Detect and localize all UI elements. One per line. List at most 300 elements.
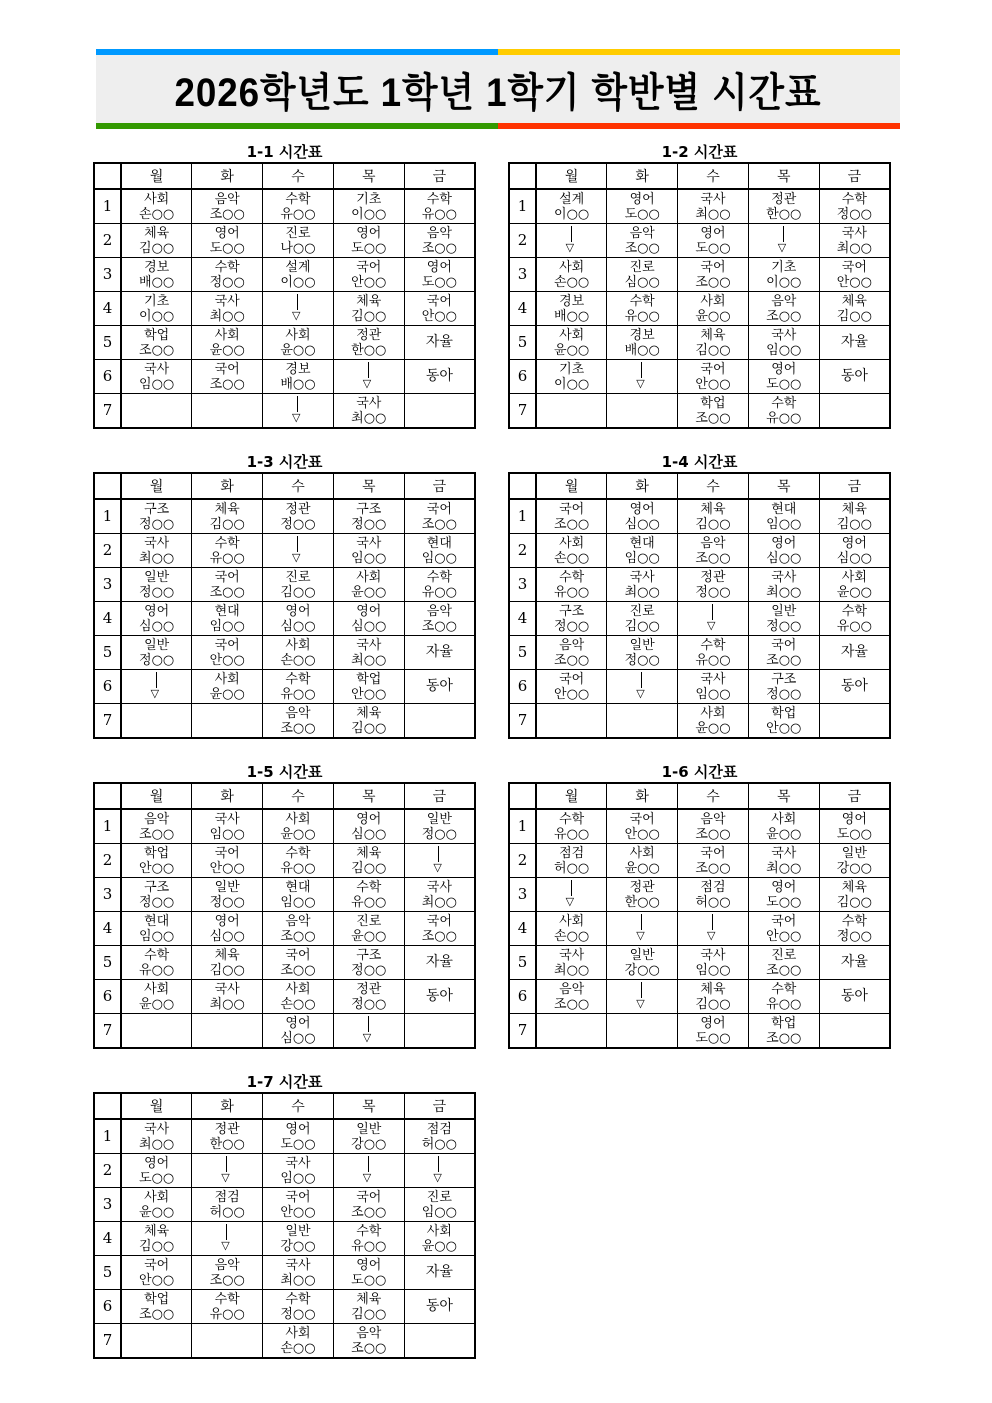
empty-cell	[121, 1014, 192, 1049]
continuation-cell	[404, 1154, 475, 1188]
class-cell	[263, 912, 334, 946]
teacher-name: 정○○	[209, 274, 245, 290]
continuation-cell	[536, 224, 607, 258]
subject-name: 수학	[285, 671, 311, 687]
activity-cell: 동아	[404, 1290, 475, 1324]
subject-name: 정관	[214, 1121, 240, 1137]
class-cell	[192, 1119, 263, 1154]
subject-name: 영어	[144, 603, 170, 619]
teacher-name: 도○○	[695, 240, 731, 256]
class-cell	[819, 258, 890, 292]
subject-name: 정관	[700, 569, 726, 585]
period-row	[94, 326, 475, 360]
subject-name: 구조	[144, 501, 170, 517]
subject-name: 국사	[559, 947, 585, 963]
subject-name: 음악	[426, 603, 452, 619]
period-row	[509, 499, 890, 534]
teacher-name: 조○○	[280, 928, 316, 944]
teacher-name: 이○○	[554, 376, 590, 392]
teacher-name: 조○○	[421, 618, 457, 634]
day-header: 월	[536, 163, 607, 189]
class-cell	[263, 809, 334, 844]
subject-name: 국사	[144, 361, 170, 377]
teacher-name: 임○○	[766, 516, 802, 532]
day-header: 금	[404, 1093, 475, 1119]
period-number: 6	[509, 360, 536, 394]
class-cell	[678, 394, 749, 429]
teacher-name: 정○○	[836, 928, 872, 944]
subject-name: 경보	[559, 293, 585, 309]
teacher-name: 손○○	[139, 206, 175, 222]
subject-name: 국사	[629, 569, 655, 585]
subject-name: 점검	[700, 879, 726, 895]
class-cell	[192, 1256, 263, 1290]
subject-name: 국어	[426, 913, 452, 929]
period-row	[94, 946, 475, 980]
empty-cell	[192, 1014, 263, 1049]
subject-name: 학업	[144, 327, 170, 343]
subject-name: 체육	[700, 327, 726, 343]
day-header: 화	[192, 783, 263, 809]
teacher-name: 임○○	[139, 928, 175, 944]
period-row	[509, 602, 890, 636]
subject-name: 진로	[285, 225, 311, 241]
class-cell	[678, 636, 749, 670]
class-cell	[263, 568, 334, 602]
class-cell	[192, 980, 263, 1014]
subject-name: 국사	[356, 637, 382, 653]
teacher-name: 도○○	[209, 240, 245, 256]
subject-name: 국사	[214, 981, 240, 997]
empty-cell	[192, 394, 263, 429]
teacher-name: 김○○	[209, 962, 245, 978]
subject-name: 수학	[841, 603, 867, 619]
teacher-name: 유○○	[280, 686, 316, 702]
teacher-name: 허○○	[554, 860, 590, 876]
period-number: 3	[509, 568, 536, 602]
class-cell	[678, 946, 749, 980]
day-header: 월	[536, 783, 607, 809]
subject-name: 수학	[356, 879, 382, 895]
empty-cell	[819, 704, 890, 739]
subject-name: 일반	[629, 947, 655, 963]
subject-name: 현대	[629, 535, 655, 551]
subject-name: 사회	[285, 811, 311, 827]
teacher-name: 정○○	[139, 652, 175, 668]
continue-arrow-icon: ▽	[706, 913, 720, 941]
teacher-name: 김○○	[139, 1238, 175, 1254]
subject-name: 영어	[285, 1121, 311, 1137]
subject-name: 국사	[214, 811, 240, 827]
period-number: 2	[509, 224, 536, 258]
teacher-name: 손○○	[554, 928, 590, 944]
subject-name: 국어	[144, 1257, 170, 1273]
period-number: 6	[94, 360, 121, 394]
day-header: 화	[607, 783, 678, 809]
teacher-name: 도○○	[836, 826, 872, 842]
period-number: 2	[509, 844, 536, 878]
subject-name: 설계	[559, 191, 585, 207]
teacher-name: 윤○○	[209, 342, 245, 358]
teacher-name: 최○○	[351, 652, 387, 668]
period-number: 3	[509, 878, 536, 912]
teacher-name: 김○○	[209, 516, 245, 532]
empty-cell	[192, 704, 263, 739]
subject-name: 국사	[356, 395, 382, 411]
subject-name: 수학	[629, 293, 655, 309]
teacher-name: 유○○	[695, 652, 731, 668]
teacher-name: 조○○	[766, 652, 802, 668]
continuation-cell	[263, 534, 334, 568]
class-cell	[263, 1222, 334, 1256]
teacher-name: 정○○	[624, 652, 660, 668]
class-cell	[121, 1154, 192, 1188]
period-row	[509, 568, 890, 602]
continue-arrow-icon: ▽	[706, 603, 720, 631]
class-cell	[404, 534, 475, 568]
subject-name: 음악	[356, 1325, 382, 1341]
class-cell	[404, 1119, 475, 1154]
period-row	[509, 189, 890, 224]
class-cell	[333, 809, 404, 844]
continuation-cell	[404, 844, 475, 878]
teacher-name: 김○○	[695, 516, 731, 532]
continue-arrow-icon: ▽	[362, 1015, 376, 1043]
class-cell	[192, 946, 263, 980]
teacher-name: 임○○	[280, 1170, 316, 1186]
subject-name: 일반	[285, 1223, 311, 1239]
teacher-name: 최○○	[766, 584, 802, 600]
class-cell	[333, 670, 404, 704]
period-row	[94, 189, 475, 224]
period-number: 2	[94, 534, 121, 568]
subject-name: 국사	[285, 1257, 311, 1273]
teacher-name: 조○○	[209, 1272, 245, 1288]
subject-name: 국어	[700, 259, 726, 275]
teacher-name: 윤○○	[836, 584, 872, 600]
subject-name: 사회	[629, 845, 655, 861]
class-cell	[333, 1188, 404, 1222]
subject-name: 사회	[559, 913, 585, 929]
period-number: 1	[94, 499, 121, 534]
period-number: 6	[94, 1290, 121, 1324]
teacher-name: 윤○○	[139, 996, 175, 1012]
subject-name: 설계	[285, 259, 311, 275]
class-cell	[607, 809, 678, 844]
timetable-1-4	[508, 452, 891, 739]
continuation-cell	[607, 912, 678, 946]
subject-name: 체육	[700, 981, 726, 997]
day-header: 금	[404, 783, 475, 809]
title-banner	[96, 49, 900, 129]
subject-name: 체육	[841, 879, 867, 895]
class-cell	[678, 534, 749, 568]
period-row	[94, 224, 475, 258]
teacher-name: 최○○	[139, 550, 175, 566]
subject-name: 사회	[700, 293, 726, 309]
period-row	[509, 912, 890, 946]
class-cell	[263, 1324, 334, 1359]
activity-cell: 자율	[404, 636, 475, 670]
teacher-name: 강○○	[624, 962, 660, 978]
teacher-name: 안○○	[836, 274, 872, 290]
subject-name: 영어	[356, 603, 382, 619]
timetable-title: 1-1 시간표	[246, 143, 323, 161]
continuation-cell	[333, 360, 404, 394]
class-cell	[678, 258, 749, 292]
subject-name: 국어	[426, 501, 452, 517]
subject-name: 국어	[214, 845, 240, 861]
subject-name: 영어	[629, 191, 655, 207]
class-cell	[819, 912, 890, 946]
teacher-name: 도○○	[280, 1136, 316, 1152]
teacher-name: 최○○	[554, 962, 590, 978]
subject-name: 현대	[771, 501, 797, 517]
period-row	[94, 636, 475, 670]
teacher-name: 정○○	[139, 584, 175, 600]
subject-name: 영어	[771, 361, 797, 377]
period-row	[94, 602, 475, 636]
subject-name: 체육	[144, 1223, 170, 1239]
subject-name: 사회	[285, 981, 311, 997]
teacher-name: 임○○	[624, 550, 660, 566]
teacher-name: 한○○	[766, 206, 802, 222]
teacher-name: 조○○	[766, 1030, 802, 1046]
teacher-name: 유○○	[421, 584, 457, 600]
subject-name: 사회	[144, 1189, 170, 1205]
subject-name: 음악	[214, 1257, 240, 1273]
subject-name: 정관	[356, 981, 382, 997]
class-cell	[263, 189, 334, 224]
class-cell	[678, 360, 749, 394]
class-cell	[607, 189, 678, 224]
header-row	[509, 783, 890, 809]
teacher-name: 조○○	[139, 826, 175, 842]
subject-name: 수학	[426, 191, 452, 207]
class-cell	[121, 1119, 192, 1154]
teacher-name: 이○○	[554, 206, 590, 222]
period-row	[509, 704, 890, 739]
class-cell	[192, 224, 263, 258]
continuation-cell	[536, 878, 607, 912]
class-cell	[333, 224, 404, 258]
class-cell	[121, 878, 192, 912]
subject-name: 진로	[285, 569, 311, 585]
subject-name: 음악	[559, 637, 585, 653]
subject-name: 국사	[285, 1155, 311, 1171]
class-cell	[678, 809, 749, 844]
period-row	[94, 1119, 475, 1154]
period-number: 5	[94, 946, 121, 980]
activity-cell: 자율	[404, 326, 475, 360]
subject-name: 국어	[285, 947, 311, 963]
class-cell	[192, 258, 263, 292]
teacher-name: 정○○	[421, 826, 457, 842]
teacher-name: 유○○	[280, 860, 316, 876]
period-number: 7	[509, 704, 536, 739]
period-row	[509, 946, 890, 980]
teacher-name: 심○○	[836, 550, 872, 566]
subject-name: 일반	[356, 1121, 382, 1137]
subject-name: 음악	[426, 225, 452, 241]
class-cell	[333, 1222, 404, 1256]
class-cell	[263, 844, 334, 878]
subject-name: 진로	[629, 259, 655, 275]
continuation-cell	[607, 670, 678, 704]
timetable-1-2	[508, 142, 891, 429]
class-cell	[819, 878, 890, 912]
period-row	[509, 670, 890, 704]
empty-cell	[404, 1324, 475, 1359]
class-cell	[263, 980, 334, 1014]
teacher-name: 최○○	[209, 308, 245, 324]
class-cell	[607, 946, 678, 980]
class-cell	[192, 636, 263, 670]
class-cell	[607, 292, 678, 326]
class-cell	[121, 809, 192, 844]
subject-name: 음악	[629, 225, 655, 241]
subject-name: 국어	[559, 501, 585, 517]
class-cell	[263, 602, 334, 636]
teacher-name: 정○○	[280, 516, 316, 532]
class-cell	[678, 878, 749, 912]
teacher-name: 조○○	[766, 308, 802, 324]
subject-name: 학업	[771, 1015, 797, 1031]
teacher-name: 김○○	[351, 860, 387, 876]
continuation-cell	[748, 224, 819, 258]
timetable-table	[508, 162, 891, 429]
teacher-name: 조○○	[421, 928, 457, 944]
subject-name: 점검	[426, 1121, 452, 1137]
class-cell	[607, 878, 678, 912]
class-cell	[748, 980, 819, 1014]
subject-name: 국사	[771, 845, 797, 861]
period-row	[94, 258, 475, 292]
teacher-name: 안○○	[766, 928, 802, 944]
subject-name: 음악	[771, 293, 797, 309]
accent-bar-top-left	[96, 49, 498, 55]
header-row	[94, 163, 475, 189]
day-header: 화	[192, 163, 263, 189]
class-cell	[536, 809, 607, 844]
class-cell	[819, 534, 890, 568]
day-header: 금	[404, 163, 475, 189]
period-row	[94, 704, 475, 739]
teacher-name: 유○○	[209, 550, 245, 566]
teacher-name: 안○○	[351, 274, 387, 290]
empty-cell	[121, 704, 192, 739]
subject-name: 정관	[771, 191, 797, 207]
teacher-name: 조○○	[209, 584, 245, 600]
subject-name: 국사	[144, 1121, 170, 1137]
continue-arrow-icon: ▽	[565, 225, 579, 253]
period-number: 5	[509, 326, 536, 360]
teacher-name: 허○○	[695, 894, 731, 910]
continuation-cell	[263, 394, 334, 429]
class-cell	[748, 912, 819, 946]
period-number: 2	[94, 1154, 121, 1188]
period-row	[94, 1154, 475, 1188]
teacher-name: 조○○	[554, 652, 590, 668]
class-cell	[333, 704, 404, 739]
day-header: 금	[819, 473, 890, 499]
continue-arrow-icon: ▽	[362, 1155, 376, 1183]
class-cell	[121, 568, 192, 602]
subject-name: 사회	[356, 569, 382, 585]
class-cell	[121, 1290, 192, 1324]
continue-arrow-icon: ▽	[220, 1223, 234, 1251]
subject-name: 국어	[771, 637, 797, 653]
class-cell	[536, 326, 607, 360]
class-cell	[607, 534, 678, 568]
timetable-1-5	[93, 762, 476, 1049]
teacher-name: 유○○	[421, 206, 457, 222]
timetable-title: 1-5 시간표	[246, 763, 323, 781]
period-row	[94, 1290, 475, 1324]
subject-name: 학업	[356, 671, 382, 687]
teacher-name: 조○○	[695, 410, 731, 426]
period-row	[94, 878, 475, 912]
class-cell	[748, 326, 819, 360]
teacher-name: 윤○○	[554, 342, 590, 358]
subject-name: 영어	[356, 225, 382, 241]
continuation-cell	[607, 980, 678, 1014]
header-row	[509, 163, 890, 189]
subject-name: 체육	[144, 225, 170, 241]
class-cell	[121, 292, 192, 326]
teacher-name: 정○○	[766, 618, 802, 634]
period-row	[94, 980, 475, 1014]
teacher-name: 최○○	[766, 860, 802, 876]
teacher-name: 도○○	[351, 240, 387, 256]
teacher-name: 안○○	[554, 686, 590, 702]
class-cell	[748, 946, 819, 980]
subject-name: 현대	[426, 535, 452, 551]
subject-name: 수학	[559, 811, 585, 827]
activity-cell: 동아	[819, 360, 890, 394]
teacher-name: 임○○	[139, 376, 175, 392]
class-cell	[404, 809, 475, 844]
class-cell	[678, 292, 749, 326]
subject-name: 체육	[841, 501, 867, 517]
class-cell	[819, 809, 890, 844]
period-number: 7	[509, 394, 536, 429]
teacher-name: 유○○	[624, 308, 660, 324]
subject-name: 영어	[144, 1155, 170, 1171]
subject-name: 국어	[214, 637, 240, 653]
class-cell	[263, 1119, 334, 1154]
period-number: 7	[509, 1014, 536, 1049]
teacher-name: 조○○	[695, 860, 731, 876]
day-header: 수	[263, 473, 334, 499]
class-cell	[333, 636, 404, 670]
class-cell	[263, 1154, 334, 1188]
class-cell	[678, 670, 749, 704]
period-number: 2	[94, 844, 121, 878]
teacher-name: 안○○	[766, 720, 802, 736]
subject-name: 국어	[841, 259, 867, 275]
day-header: 금	[819, 783, 890, 809]
teacher-name: 유○○	[351, 894, 387, 910]
period-number: 5	[94, 1256, 121, 1290]
teacher-name: 조○○	[421, 240, 457, 256]
activity-cell: 자율	[819, 326, 890, 360]
teacher-name: 정○○	[351, 962, 387, 978]
empty-cell	[192, 1324, 263, 1359]
subject-name: 일반	[426, 811, 452, 827]
class-cell	[333, 912, 404, 946]
subject-name: 영어	[841, 535, 867, 551]
